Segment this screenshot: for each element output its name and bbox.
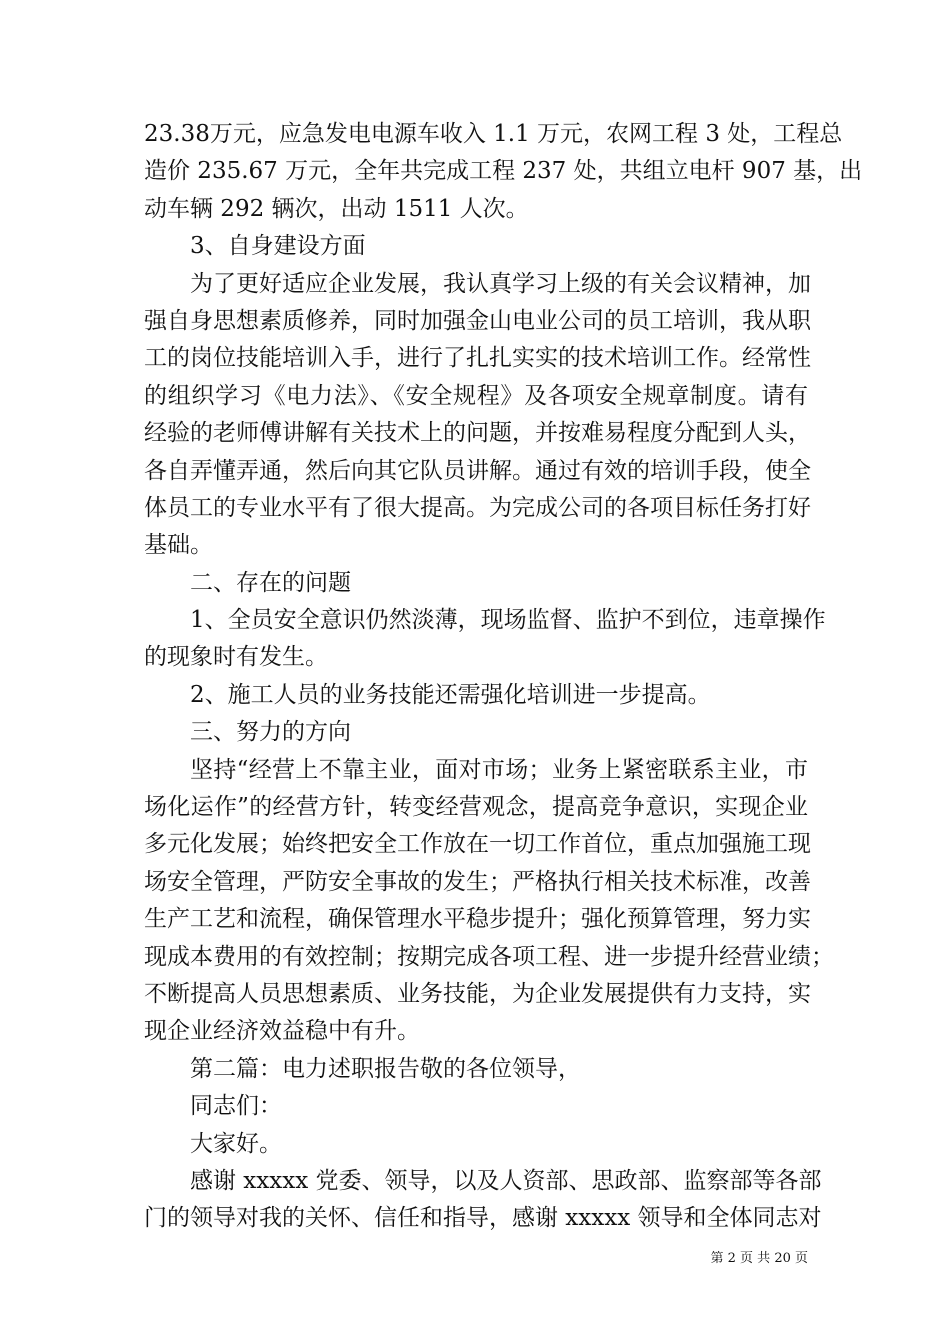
text-line: 现企业经济效益稳中有升。 — [144, 1018, 420, 1045]
text-line: 多元化发展；始终把安全工作放在一切工作首位，重点加强施工现 — [144, 831, 811, 858]
text-line: 的现象时有发生。 — [144, 644, 328, 671]
text-line: 2、施工人员的业务技能还需强化培训进一步提高。 — [190, 681, 711, 708]
section-heading: 3、自身建设方面 — [190, 233, 366, 260]
text-line: 体员工的专业水平有了很大提高。为完成公司的各项目标任务打好 — [144, 494, 811, 521]
document-body — [144, 116, 863, 1238]
text-line: 为了更好适应企业发展，我认真学习上级的有关会议精神，加 — [190, 270, 811, 297]
text-line: 经验的老师傅讲解有关技术上的问题，并按难易程度分配到人头， — [144, 420, 811, 447]
text-line: 基础。 — [144, 532, 213, 559]
text-line: 23.38万元，应急发电电源车收入 1.1 万元，农网工程 3 处，工程总 — [144, 121, 843, 147]
text-line: 现成本费用的有效控制；按期完成各项工程、进一步提升经营业绩； — [144, 943, 834, 970]
text-line: 的组织学习《电力法》、《安全规程》及各项安全规章制度。请有 — [144, 382, 808, 409]
text-line: 生产工艺和流程，确保管理水平稳步提升；强化预算管理，努力实 — [144, 906, 811, 933]
text-line: 各自弄懂弄通，然后向其它队员讲解。通过有效的培训手段，使全 — [144, 457, 811, 484]
text-line: 强自身思想素质修养，同时加强金山电业公司的员工培训，我从职 — [144, 307, 811, 334]
text-line: 门的领导对我的关怀、信任和指导，感谢 xxxxx 领导和全体同志对 — [144, 1205, 822, 1232]
text-line: 工的岗位技能培训入手，进行了扎扎实实的技术培训工作。经常性 — [144, 345, 811, 372]
section-heading: 二、存在的问题 — [190, 569, 351, 596]
text-line: 不断提高人员思想素质、业务技能，为企业发展提供有力支持，实 — [144, 980, 811, 1007]
page-number-footer: 第 2 页 共 20 页 — [710, 1251, 808, 1266]
section-heading: 第二篇：电力述职报告敬的各位领导， — [190, 1055, 581, 1082]
text-line: 感谢 xxxxx 党委、领导，以及人资部、思政部、监察部等各部 — [190, 1167, 822, 1194]
text-line: 同志们： — [190, 1093, 282, 1120]
text-line: 大家好。 — [190, 1130, 282, 1157]
text-line: 动车辆 292 辆次，出动 1511 人次。 — [144, 195, 529, 222]
section-heading: 三、努力的方向 — [190, 719, 351, 746]
text-line: 场安全管理，严防安全事故的发生；严格执行相关技术标准，改善 — [144, 868, 811, 895]
text-line: 1、全员安全意识仍然淡薄，现场监督、监护不到位，违章操作 — [190, 607, 826, 634]
text-line: 场化运作”的经营方针，转变经营观念，提高竞争意识，实现企业 — [144, 794, 808, 821]
text-line: 造价 235.67 万元，全年共完成工程 237 处，共组立电杆 907 基，出 — [144, 158, 863, 185]
text-line: 坚持“经营上不靠主业，面对市场；业务上紧密联系主业，市 — [190, 756, 808, 783]
